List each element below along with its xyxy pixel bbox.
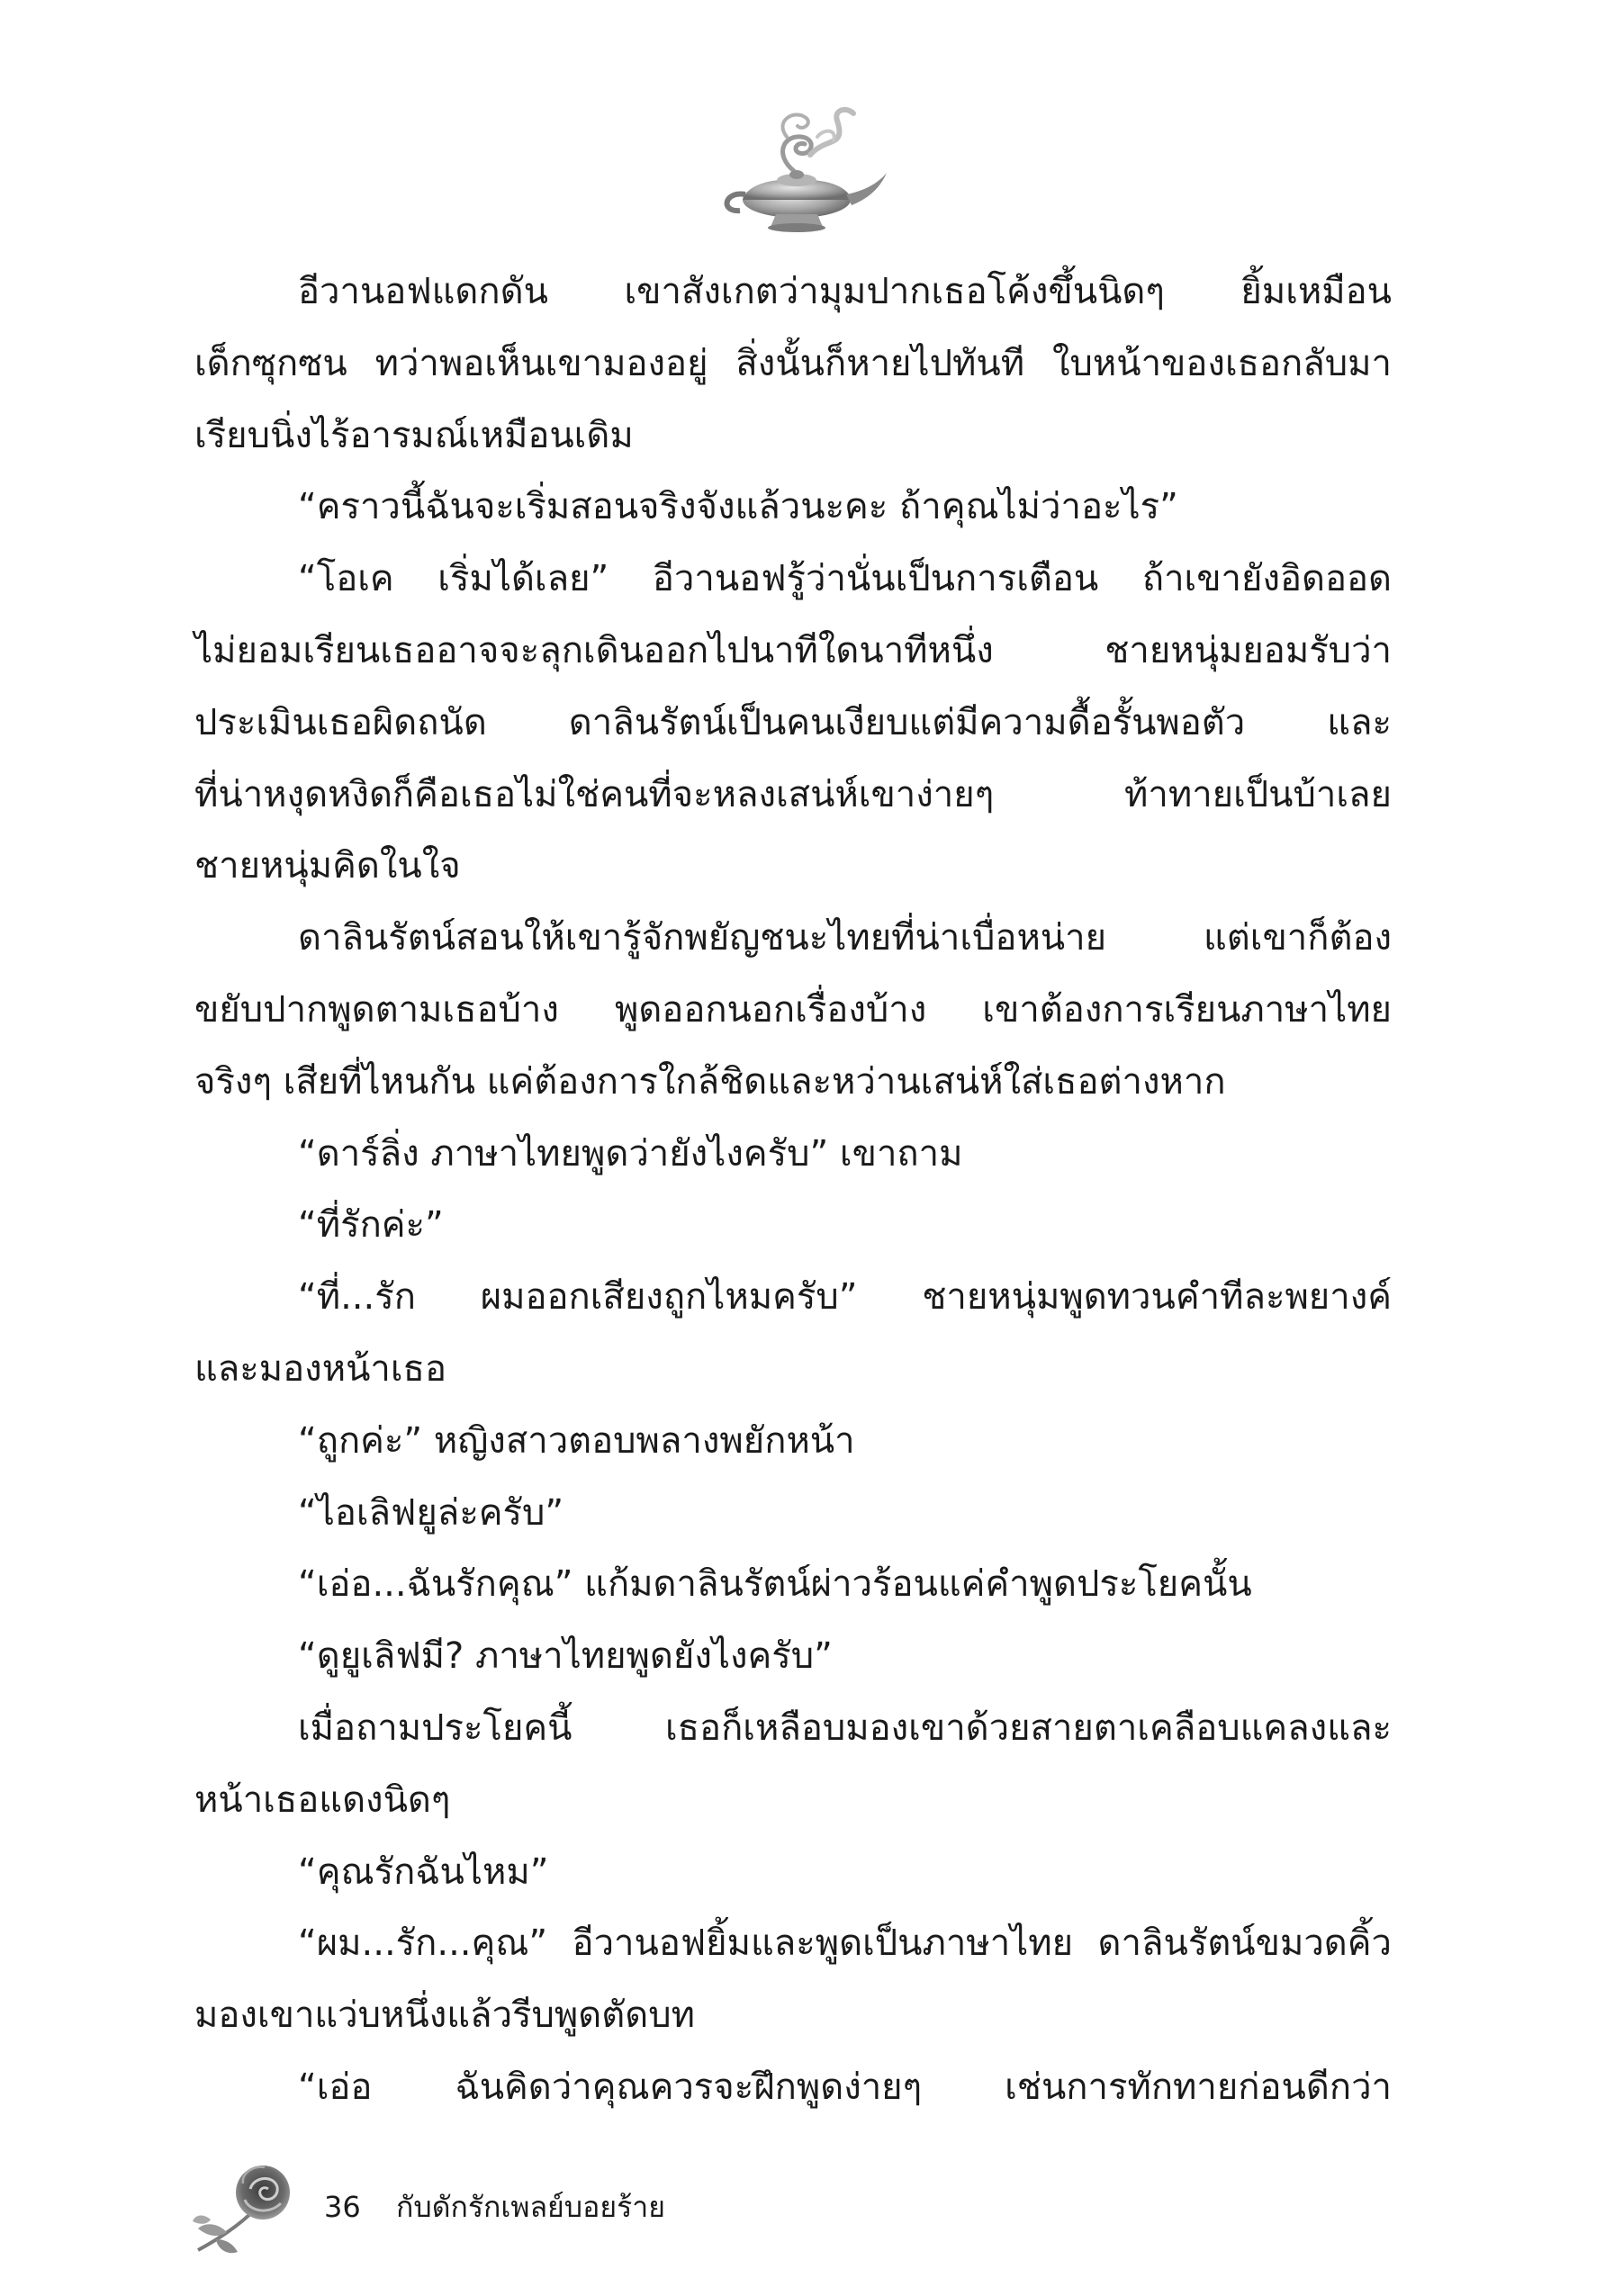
- text-line: “โอเค เริ่มได้เลย” อีวานอฟรู้ว่านั่นเป็นการเตือน ถ้าเขายังอิดออด: [298, 558, 1392, 600]
- text-line: จริงๆ เสียที่ไหนกัน แค่ต้องการใกล้ชิดและหว่านเสน่ห์ใส่เธอต่างหาก: [194, 1060, 1226, 1103]
- text-line: มองเขาแว่บหนึ่งแล้วรีบพูดตัดบท: [194, 1994, 695, 2037]
- text-line: “ดาร์ลิ่ง ภาษาไทยพูดว่ายังไงครับ” เขาถาม: [298, 1132, 963, 1175]
- text-line: “ที่...รัก ผมออกเสียงถูกไหมครับ” ชายหนุ่มพูดทวนคำทีละพยางค์: [298, 1276, 1392, 1319]
- text-line: ขยับปากพูดตามเธอบ้าง พูดออกนอกเรื่องบ้าง เขาต้องการเรียนภาษาไทย: [194, 988, 1392, 1031]
- book-title: กับดักรักเพลย์บอยร้าย: [396, 2190, 665, 2224]
- text-line: “ไอเลิฟยูล่ะครับ”: [298, 1491, 564, 1534]
- text-line: ดาลินรัตน์สอนให้เขารู้จักพยัญชนะไทยที่น่าเบื่อหน่าย แต่เขาก็ต้อง: [298, 917, 1392, 959]
- text-line: หน้าเธอแดงนิดๆ: [194, 1778, 451, 1821]
- page-number: 36: [324, 2190, 361, 2224]
- text-line: “ถูกค่ะ” หญิงสาวตอบพลางพยักหน้า: [298, 1419, 855, 1462]
- text-line: ที่น่าหงุดหงิดก็คือเธอไม่ใช่คนที่จะหลงเสน่ห์เขาง่ายๆ ท้าทายเป็นบ้าเลย: [194, 773, 1392, 815]
- text-line: เมื่อถามประโยคนี้ เธอก็เหลือบมองเขาด้วยสายตาเคลือบแคลงและ: [298, 1706, 1392, 1749]
- text-line: “ที่รักค่ะ”: [298, 1204, 444, 1247]
- page-footer: [191, 2156, 821, 2260]
- text-line: “คราวนี้ฉันจะเริ่มสอนจริงจังแล้วนะคะ ถ้าคุณไม่ว่าอะไร”: [298, 486, 1178, 528]
- text-line: เรียบนิ่งไร้อารมณ์เหมือนเดิม: [194, 414, 634, 456]
- text-line: และมองหน้าเธอ: [194, 1347, 446, 1390]
- text-line: “เอ่อ ฉันคิดว่าคุณควรจะฝึกพูดง่ายๆ เช่นการทักทายก่อนดีกว่า: [298, 2066, 1392, 2108]
- text-line: “เอ่อ...ฉันรักคุณ” แก้มดาลินรัตน์ผ่าวร้อนแค่คำพูดประโยคนั้น: [298, 1563, 1252, 1606]
- rose-icon: [191, 2156, 303, 2257]
- text-line: ประเมินเธอผิดถนัด ดาลินรัตน์เป็นคนเงียบแต่มีความดื้อรั้นพอตัว และ: [194, 701, 1392, 743]
- text-line: เด็กซุกซน ทว่าพอเห็นเขามองอยู่ สิ่งนั้นก็หายไปทันที ใบหน้าของเธอกลับมา: [194, 342, 1392, 384]
- text-line: ไม่ยอมเรียนเธออาจจะลุกเดินออกไปนาทีใดนาทีหนึ่ง ชายหนุ่มยอมรับว่า: [194, 629, 1392, 671]
- magic-lamp-icon: [711, 101, 891, 236]
- text-line: “ผม...รัก...คุณ” อีวานอฟยิ้มและพูดเป็นภาษาไทย ดาลินรัตน์ขมวดคิ้ว: [298, 1922, 1392, 1965]
- text-line: ชายหนุ่มคิดในใจ: [194, 845, 461, 887]
- text-line: “คุณรักฉันไหม”: [298, 1850, 549, 1893]
- text-line: อีวานอฟแดกดัน เขาสังเกตว่ามุมปากเธอโค้งขึ้นนิดๆ ยิ้มเหมือน: [298, 271, 1392, 312]
- text-line: “ดูยูเลิฟมี? ภาษาไทยพูดยังไงครับ”: [298, 1635, 833, 1678]
- body-text: [194, 257, 1392, 2124]
